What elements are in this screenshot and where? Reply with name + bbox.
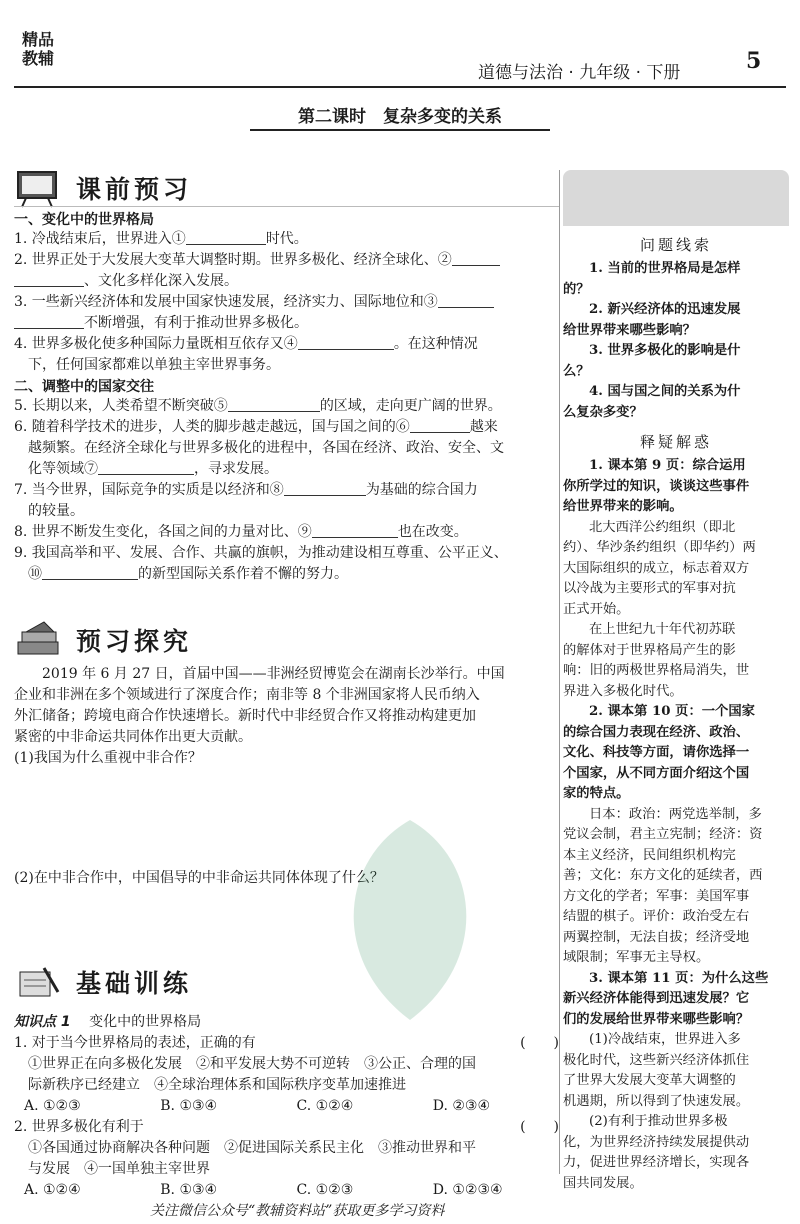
- fill-text: 、文化多样化深入发展。: [84, 273, 238, 289]
- preview-title: 课前预习: [76, 175, 193, 204]
- header-divider: [14, 86, 786, 88]
- fill-text: 也在改变。: [397, 524, 468, 540]
- fill-line: [14, 313, 559, 334]
- fill-text: 9. 我国高举和平、发展、合作、共赢的旗帜，为推动建设相互尊重、公平正义、: [14, 545, 508, 561]
- book-stack-icon: [14, 620, 62, 660]
- fill-text: 化等领域⑦: [14, 461, 98, 477]
- clue-line: 的？: [563, 281, 590, 297]
- explain-line: 3. 课本第 11 页：为什么这些: [589, 970, 769, 986]
- publisher-logo: [22, 30, 54, 68]
- passage-line: 外汇储备；跨境电商合作快速增长。新时代中非经贸合作又将推动构建更加: [14, 708, 476, 724]
- fill-text: 5. 长期以来，人类希望不断突破⑤: [14, 398, 228, 414]
- fill-text: ，寻求发展。: [194, 461, 278, 477]
- question: [14, 1117, 559, 1201]
- logo-line2: 教辅: [22, 49, 55, 68]
- answer-paren[interactable]: ( ): [520, 1035, 559, 1051]
- part2-lines: [14, 396, 559, 585]
- basic-title: 基础训练: [76, 969, 193, 998]
- clue-line: 给世界带来哪些影响？: [563, 322, 696, 338]
- explain-line: 两翼控制，无法自拔；经济受地: [563, 929, 750, 945]
- option[interactable]: A. ①②③: [24, 1098, 81, 1114]
- explain-line: (1)冷战结束，世界进入多: [589, 1032, 741, 1047]
- explain-line: 善；文化：东方文化的延续者，西: [563, 868, 763, 883]
- explain-line: 新兴经济体能得到迅速发展？它: [563, 991, 750, 1006]
- page-number: 5: [746, 48, 762, 74]
- explain-line: 们的发展给世界带来哪些影响？: [563, 1011, 750, 1027]
- explain-line: 化，为世界经济持续发展提供动: [563, 1134, 750, 1150]
- fill-text: 的较量。: [14, 503, 84, 519]
- question-line: ①各国通过协商解决各种问题 ②促进国际关系民主化 ③推动世界和平: [14, 1140, 476, 1156]
- explain-line: 北大西洋公约组织（即北: [589, 519, 736, 535]
- answer-blank[interactable]: [452, 251, 500, 266]
- fill-text: 1. 冷战结束后，世界进入①: [14, 231, 186, 247]
- explain-list: [563, 456, 789, 1194]
- explain-line: (2)有利于推动世界多极: [589, 1114, 728, 1129]
- option[interactable]: D. ①②③④: [432, 1182, 503, 1198]
- explain-line: 家的特点。: [563, 786, 630, 801]
- answer-blank[interactable]: [14, 314, 84, 329]
- fill-line: [14, 292, 559, 313]
- explain-line: 约）、华沙条约组织（即华约）两: [563, 540, 756, 555]
- fill-text: 2. 世界正处于大发展大变革大调整时期。世界多极化、经济全球化、②: [14, 252, 452, 268]
- option[interactable]: B. ①③④: [160, 1182, 218, 1198]
- explain-title: 释疑解惑: [639, 433, 712, 451]
- explain-line: 以冷战为主要形式的军事对抗: [563, 581, 736, 596]
- fill-line: [14, 396, 559, 417]
- part1-title: 一、变化中的世界格局: [14, 212, 154, 228]
- fill-line: [14, 564, 559, 585]
- explain-line: 正式开始。: [563, 601, 630, 617]
- fill-line: [14, 229, 559, 250]
- explain-line: 你所学过的知识，谈谈这些事件: [563, 478, 750, 494]
- answer-blank[interactable]: [284, 481, 366, 496]
- answer-blank[interactable]: [438, 293, 494, 308]
- explain-line: 国共同发展。: [563, 1175, 643, 1191]
- explore-passage: [14, 664, 559, 769]
- logo-line1: 精品: [22, 30, 55, 49]
- passage-line: 紧密的中非命运共同体作出更大贡献。: [14, 729, 252, 745]
- passage-line: 企业和非洲在多个领域进行了深度合作；南非等 8 个非洲国家将人民币纳入: [14, 687, 480, 703]
- answer-blank[interactable]: [312, 523, 398, 538]
- question-line: ①世界正在向多极化发展 ②和平发展大势不可逆转 ③公正、合理的国: [14, 1056, 476, 1072]
- explain-line: 界进入多极化时代。: [563, 683, 683, 699]
- fill-text: ⑩: [14, 566, 42, 582]
- fill-line: [14, 250, 559, 271]
- part2-title: 二、调整中的国家交往: [14, 379, 154, 395]
- fill-text: 下，任何国家都难以单独主宰世界事务。: [14, 357, 280, 373]
- explain-line: 结盟的棋子。评价：政治受左右: [563, 909, 750, 924]
- fill-line: [14, 417, 559, 438]
- answer-blank[interactable]: [14, 272, 84, 287]
- part1-lines: [14, 229, 559, 376]
- footer-note: 关注微信公众号“教辅资料站”获取更多学习资料: [150, 1203, 445, 1219]
- preview-part1: [14, 209, 559, 585]
- fill-line: [14, 543, 559, 564]
- option[interactable]: C. ①②③: [296, 1182, 354, 1198]
- fill-text: 6. 随着科学技术的进步，人类的脚步越走越远，国与国之间的⑥: [14, 419, 410, 435]
- explain-line: 给世界带来的影响。: [563, 499, 683, 514]
- explain-line: 域限制；军事无主导权。: [563, 950, 710, 965]
- preview-divider: [14, 206, 559, 207]
- answer-blank[interactable]: [228, 397, 320, 412]
- explain-line: 在上世纪九十年代初苏联: [589, 622, 736, 637]
- fill-line: [14, 355, 559, 376]
- preview-heading: [14, 168, 559, 208]
- answer-blank[interactable]: [42, 565, 138, 580]
- kp-title: 变化中的世界格局: [89, 1014, 202, 1030]
- fill-line: [14, 459, 559, 480]
- explore-title: 预习探究: [76, 627, 193, 656]
- explain-line: 机遇期，所以得到了快速发展。: [563, 1093, 750, 1109]
- fill-text: 8. 世界不断发生变化，各国之间的力量对比、⑨: [14, 524, 312, 540]
- explain-line: 个国家，从不同方面介绍这个国: [563, 765, 750, 781]
- fill-line: [14, 480, 559, 501]
- question-stem: [14, 1117, 559, 1138]
- option[interactable]: B. ①③④: [160, 1098, 218, 1114]
- explore-q1: (1)我国为什么重视中非合作？: [14, 750, 202, 766]
- notebook-pen-icon: [14, 962, 62, 1002]
- option[interactable]: D. ②③④: [432, 1098, 491, 1114]
- clue-line: 2. 新兴经济体的迅速发展: [589, 302, 741, 317]
- lesson-title: 第二课时 复杂多变的关系: [250, 102, 550, 131]
- clue-list: [563, 259, 789, 423]
- explain-line: 本主义经济，民间组织机构完: [563, 847, 736, 863]
- fill-text: 4. 世界多极化使多种国际力量既相互依存又④: [14, 336, 298, 352]
- clues-title: 问题线索: [639, 236, 712, 254]
- clue-line: 3. 世界多极化的影响是什: [589, 343, 741, 358]
- question-line: 际新秩序已经建立 ④全球治理体系和国际秩序变革加速推进: [14, 1077, 406, 1093]
- fill-text: 不断增强，有利于推动世界多极化。: [84, 315, 308, 331]
- fill-text: 越来: [469, 419, 498, 435]
- explain-line: 方文化的学者；军事：美国军事: [563, 888, 750, 904]
- explain-line: 文化、科技等方面，请你选择一: [563, 745, 750, 760]
- fill-text: 为基础的综合国力: [365, 482, 478, 498]
- fill-text: 的区域，走向更广阔的世界。: [319, 398, 502, 414]
- question-text: 1. 对于当今世界格局的表述，正确的有: [14, 1035, 256, 1051]
- leaf-watermark-icon: [300, 800, 520, 1060]
- sidebar-divider: [559, 170, 560, 1174]
- fill-line: [14, 501, 559, 522]
- answer-blank[interactable]: [410, 418, 470, 433]
- explain-line: 的综合国力表现在经济、政治、: [563, 724, 750, 740]
- answer-blank[interactable]: [298, 335, 394, 350]
- explain-line: 1. 课本第 9 页：综合运用: [589, 458, 746, 473]
- fill-line: [14, 334, 559, 355]
- answer-blank[interactable]: [98, 460, 194, 475]
- answer-blank[interactable]: [186, 230, 266, 245]
- fill-text: 3. 一些新兴经济体和发展中国家快速发展，经济实力、国际地位和③: [14, 294, 438, 310]
- fill-text: 时代。: [265, 231, 308, 247]
- explain-line: 了世界大发展大变革大调整的: [563, 1073, 736, 1088]
- fill-text: 。在这种情况: [393, 336, 478, 352]
- fill-text: 越频繁。在经济全球化与世界多极化的进程中，各国在经济、政治、安全、文: [14, 440, 504, 456]
- explain-line: 极化时代，这些新兴经济体抓住: [563, 1052, 750, 1068]
- question-text: 2. 世界多极化有利于: [14, 1119, 144, 1135]
- explore-heading: [14, 620, 559, 660]
- fill-line: [14, 522, 559, 543]
- fill-text: 7. 当今世界，国际竞争的实质是以经济和⑧: [14, 482, 284, 498]
- sidebar: [563, 170, 789, 1194]
- option[interactable]: C. ①②④: [296, 1098, 354, 1114]
- fill-text: 的新型国际关系作着不懈的努力。: [138, 566, 348, 582]
- explain-line: 响：旧的两极世界格局消失，世: [563, 663, 750, 678]
- clue-line: 么？: [563, 363, 590, 379]
- explain-line: 2. 课本第 10 页：一个国家: [589, 704, 755, 719]
- clue-line: 么复杂多变？: [563, 404, 643, 420]
- clue-line: 4. 国与国之间的关系为什: [589, 384, 741, 399]
- passage-line: 2019 年 6 月 27 日，首届中国——非洲经贸博览会在湖南长沙举行。中国: [14, 666, 505, 682]
- explain-line: 日本：政治：两党选举制，多: [589, 806, 762, 822]
- question-line: 与发展 ④一国单独主宰世界: [14, 1161, 210, 1177]
- clue-line: 1. 当前的世界格局是怎样: [589, 261, 741, 276]
- kp-label: 知识点 1: [14, 1014, 71, 1030]
- option-row: [14, 1180, 559, 1201]
- explore-q2: (2)在中非合作中，中国倡导的中非命运共同体体现了什么？: [14, 870, 384, 886]
- explain-line: 力，促进世界经济增长，实现各: [563, 1155, 750, 1170]
- fill-line: [14, 438, 559, 459]
- explain-line: 党议会制，君主立宪制；经济：资: [563, 827, 763, 842]
- option-row: [14, 1096, 559, 1117]
- explain-line: 大国际组织的成立，标志着双方: [563, 560, 750, 576]
- subject-title: 道德与法治 · 九年级 · 下册: [478, 63, 681, 83]
- answer-paren[interactable]: ( ): [520, 1119, 559, 1135]
- sidebar-banner: [563, 170, 789, 226]
- explain-line: 的解体对于世界格局产生的影: [563, 642, 736, 658]
- option[interactable]: A. ①②④: [24, 1182, 81, 1198]
- blackboard-icon: [14, 168, 62, 208]
- passage-lines: [14, 664, 559, 748]
- fill-line: [14, 271, 559, 292]
